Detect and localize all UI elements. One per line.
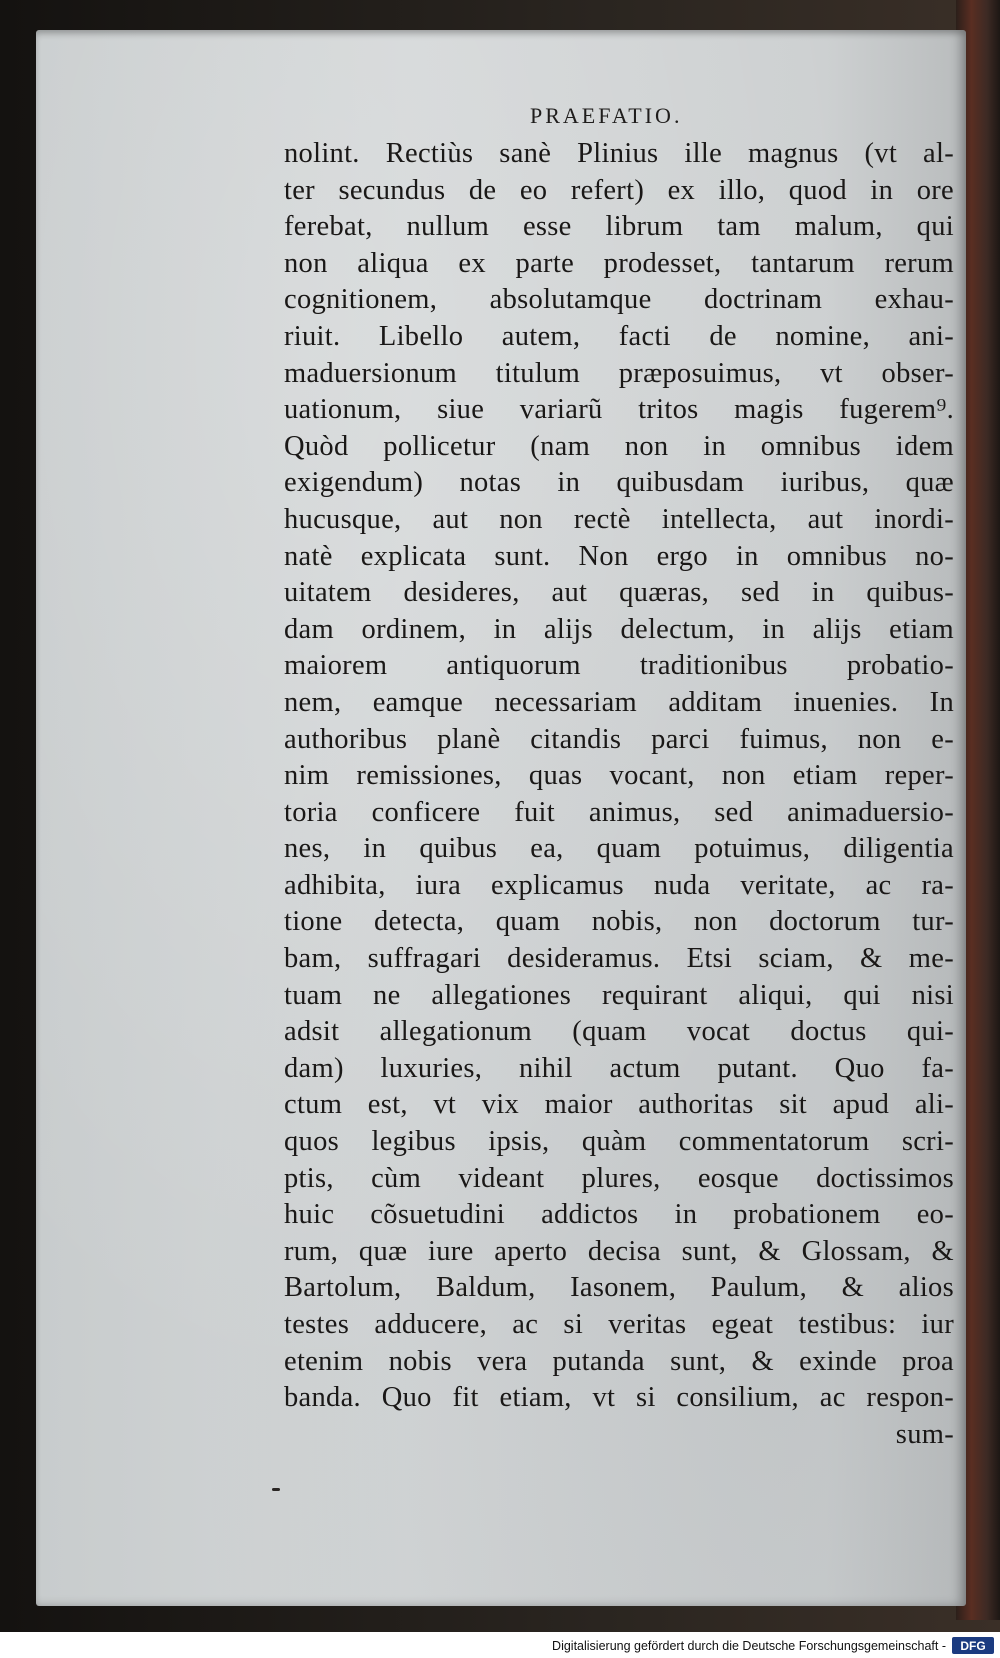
text-line: maiorem antiquorum traditionibus probatio-: [284, 650, 954, 682]
text-line: dam) luxuries, nihil actum putant. Quo fa-: [284, 1052, 954, 1084]
text-line: adhibita, iura explicamus nuda veritate, ac ra-: [284, 869, 954, 901]
text-line: ctum est, vt vix maior authoritas sit apud ali-: [284, 1089, 954, 1121]
text-line: non aliqua ex parte prodesset, tantarum rerum: [284, 247, 954, 279]
text-line: nem, eamque necessariam additam inuenies. In: [284, 686, 954, 718]
text-line: tuam ne allegationes requirant aliqui, qui nisi: [284, 979, 954, 1011]
text-line: ferebat, nullum esse librum tam malum, qui: [284, 211, 954, 243]
text-line: ptis, cùm videant plures, eosque doctissimos: [284, 1162, 954, 1194]
text-line: banda. Quo fit etiam, vt si consilium, ac respon-: [284, 1382, 954, 1414]
text-line: nes, in quibus ea, quam potuimus, diligentia: [284, 833, 954, 865]
text-line: etenim nobis vera putanda sunt, & exinde proa: [284, 1345, 954, 1377]
text-line: exigendum) notas in quibusdam iuribus, quæ: [284, 467, 954, 499]
text-line: quos legibus ipsis, quàm commentatorum scri-: [284, 1126, 954, 1158]
text-line: nim remissiones, quas vocant, non etiam reper-: [284, 760, 954, 792]
running-head: PRAEFATIO.: [530, 103, 683, 128]
text-line: testes adducere, ac si veritas egeat testibus: iur: [284, 1309, 954, 1340]
text-line: adsit allegationum (quam vocat doctus qui-: [284, 1016, 954, 1048]
text-line: nolint. Rectiùs sanè Plinius ille magnus (vt al-: [284, 138, 954, 169]
text-line: Quòd pollicetur (nam non in omnibus idem: [284, 430, 954, 462]
text-line: maduersionum titulum præposuimus, vt obser-: [284, 357, 954, 389]
text-line: uationum, siue variarũ tritos magis fugerem⁹.: [284, 394, 954, 426]
text-line: toria conficere fuit animus, sed animaduersio-: [284, 796, 954, 828]
text-line: sum-: [895, 1418, 954, 1450]
footer-credit: Digitalisierung gefördert durch die Deutsche Forschungsgemeinschaft -: [552, 1639, 946, 1653]
text-line: natè explicata sunt. Non ergo in omnibus no-: [284, 540, 954, 572]
text-line: hucusque, aut non rectè intellecta, aut inordi-: [284, 503, 954, 535]
text-line: dam ordinem, in alijs delectum, in alijs etiam: [284, 613, 954, 645]
text-line: rum, quæ iure aperto decisa sunt, & Glossam, &: [284, 1235, 954, 1267]
text-line: tione detecta, quam nobis, non doctorum tur-: [284, 906, 954, 938]
text-line: huic cõsuetudini addictos in probationem eo-: [284, 1199, 954, 1231]
text-line: riuit. Libello autem, facti de nomine, ani-: [284, 320, 954, 352]
text-line: bam, suffragari desideramus. Etsi sciam, & me-: [284, 943, 954, 975]
body-text: [284, 136, 954, 1453]
ink-speck: [272, 1488, 280, 1491]
text-line: authoribus planè citandis parci fuimus, non e-: [284, 723, 954, 755]
dfg-logo: DFG: [952, 1637, 994, 1654]
text-line: Bartolum, Baldum, Iasonem, Paulum, & alios: [284, 1272, 954, 1304]
text-line: uitatem desideres, aut quæras, sed in quibus-: [284, 577, 954, 609]
text-line: cognitionem, absolutamque doctrinam exhau-: [284, 284, 954, 316]
text-line: ter secundus de eo refert) ex illo, quod in ore: [284, 174, 954, 206]
